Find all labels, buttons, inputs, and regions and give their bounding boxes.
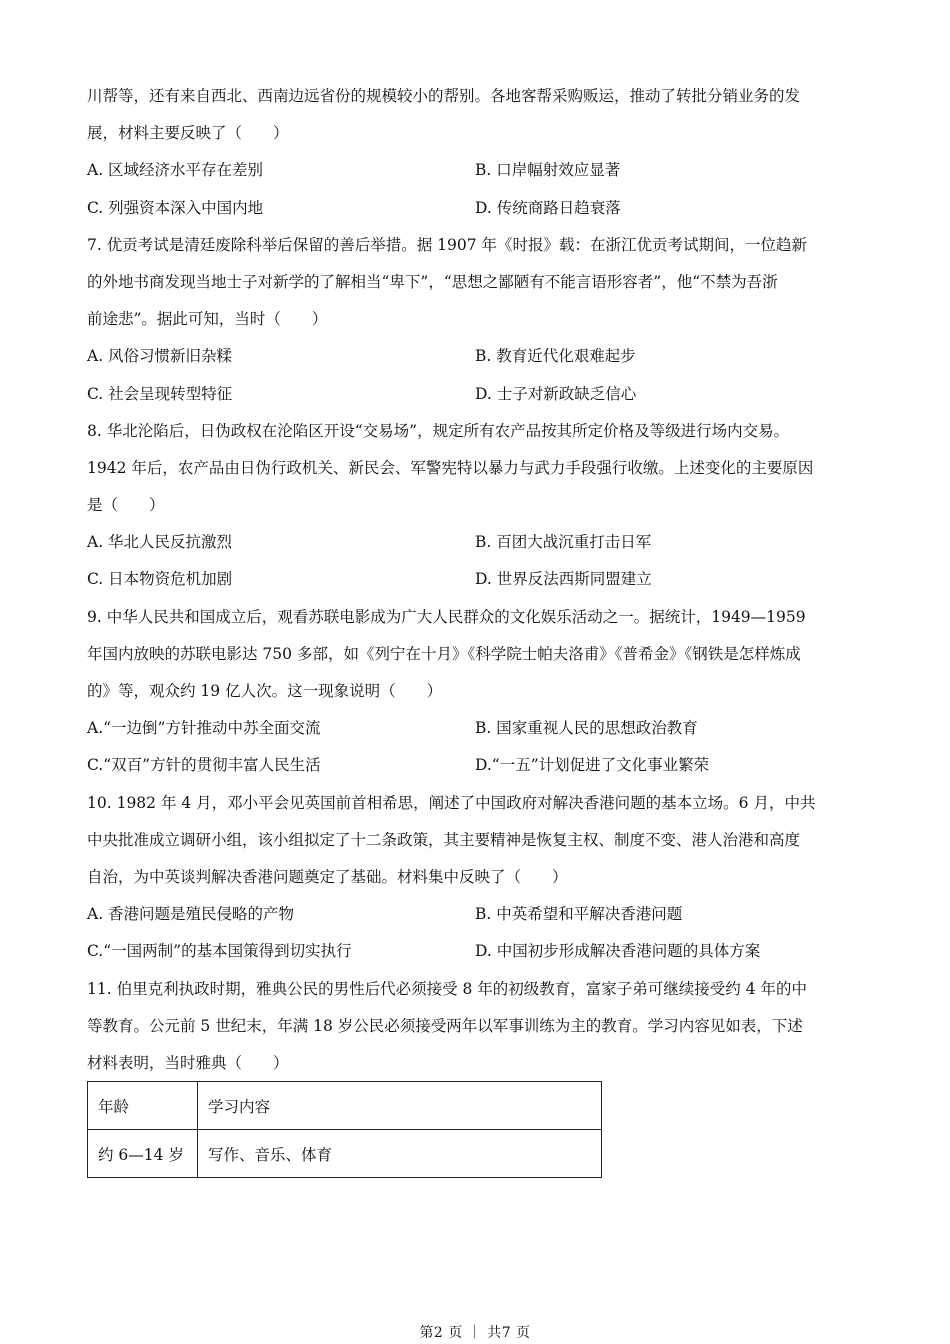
question-line: 7. 优贡考试是清廷废除科举后保留的善后举措。据 1907 年《时报》载：在浙江优贡考试期间，一位趋新 <box>87 235 808 254</box>
option-c: C. 日本物资危机加剧 <box>87 570 233 589</box>
option-row <box>87 561 867 598</box>
option-c: C.“双百”方针的贯彻丰富人民生活 <box>87 756 321 775</box>
table-header-cell: 学习内容 <box>198 1082 602 1130</box>
option-row <box>87 933 867 970</box>
option-row <box>87 896 867 933</box>
question-line: 的外地书商发现当地士子对新学的了解相当“卑下”，“思想之鄙陋有不能言语形容者”，他“不禁为吾浙 <box>87 272 778 291</box>
question-line: 中央批准成立调研小组，该小组拟定了十二条政策，其主要精神是恢复主权、制度不变、港人治港和高度 <box>87 830 801 849</box>
question-10 <box>87 785 867 971</box>
question-line: 11. 伯里克利执政时期，雅典公民的男性后代必须接受 8 年的初级教育，富家子弟可继续接受约 4 年的中 <box>87 979 808 998</box>
intro-line: 川帮等，还有来自西北、西南边远省份的规模较小的帮别。各地客帮采购贩运，推动了转批分销业务的发 <box>87 87 801 105</box>
option-c: C. 社会呈现转型特征 <box>87 384 233 403</box>
question-line: 自治，为中英谈判解决香港问题奠定了基础。材料集中反映了（ ） <box>87 867 568 886</box>
table-header-row <box>88 1082 602 1130</box>
option-row <box>87 376 867 413</box>
question-line: 的》等，观众约 19 亿人次。这一现象说明（ ） <box>87 682 443 700</box>
option-c: C.“一国两制”的基本国策得到切实执行 <box>87 942 352 961</box>
question-line: 年国内放映的苏联电影达 750 多部，如《列宁在十月》《科学院士帕夫洛甫》《普希金》《钢铁是怎样炼成 <box>87 644 801 663</box>
option-b: B. 国家重视人民的思想政治教育 <box>475 719 698 738</box>
option-a: A.“一边倒”方针推动中苏全面交流 <box>87 719 321 738</box>
option-row <box>87 190 867 227</box>
question-7 <box>87 227 867 413</box>
option-b: B. 教育近代化艰难起步 <box>475 347 636 366</box>
question-line: 1942 年后，农产品由日伪行政机关、新民会、军警宪特以暴力与武力手段强行收缴。上述变化的主要原因 <box>87 458 814 477</box>
option-a: A. 华北人民反抗激烈 <box>87 533 233 552</box>
study-content-table <box>87 1081 602 1178</box>
option-d: D. 世界反法西斯同盟建立 <box>475 570 652 589</box>
option-a: A. 区域经济水平存在差别 <box>87 161 264 180</box>
option-d: D. 传统商路日趋衰落 <box>475 198 621 217</box>
question-8 <box>87 413 867 599</box>
option-row <box>87 338 867 375</box>
question-line: 前途悲”。据此可知，当时（ ） <box>87 310 328 329</box>
question-page <box>87 78 867 1082</box>
page-footer: 第2 页 ｜ 共7 页 <box>419 1325 531 1341</box>
option-d: D.“一五”计划促进了文化事业繁荣 <box>475 756 710 775</box>
question-line: 是（ ） <box>87 496 165 515</box>
question-9 <box>87 599 867 785</box>
question-11 <box>87 971 867 1083</box>
option-a: A. 风俗习惯新旧杂糅 <box>87 347 233 366</box>
intro-line: 展，材料主要反映了（ ） <box>87 124 289 143</box>
table-cell: 写作、音乐、体育 <box>198 1130 602 1178</box>
option-c: C. 列强资本深入中国内地 <box>87 198 264 217</box>
table-cell: 约 6—14 岁 <box>88 1130 198 1178</box>
option-row <box>87 710 867 747</box>
table-header-cell: 年龄 <box>88 1082 198 1130</box>
option-row <box>87 747 867 784</box>
option-b: B. 中英希望和平解决香港问题 <box>475 905 683 924</box>
question-line: 9. 中华人民共和国成立后，观看苏联电影成为广大人民群众的文化娱乐活动之一。据统计，1949—1959 <box>87 607 806 626</box>
question-line: 等教育。公元前 5 世纪末，年满 18 岁公民必须接受两年以军事训练为主的教育。学习内容见如表，下述 <box>87 1016 803 1035</box>
option-row <box>87 152 867 189</box>
option-b: B. 百团大战沉重打击日军 <box>475 533 652 552</box>
question-line: 8. 华北沦陷后，日伪政权在沦陷区开设“交易场”，规定所有农产品按其所定价格及等级进行场内交易。 <box>87 421 790 440</box>
option-a: A. 香港问题是殖民侵略的产物 <box>87 905 295 924</box>
question-line: 10. 1982 年 4 月，邓小平会见英国前首相希思，阐述了中国政府对解决香港问题的基本立场。6 月，中共 <box>87 793 816 812</box>
question-line: 材料表明，当时雅典（ ） <box>87 1053 289 1072</box>
option-row <box>87 524 867 561</box>
option-b: B. 口岸幅射效应显著 <box>475 161 621 180</box>
table-row <box>88 1130 602 1178</box>
option-d: D. 中国初步形成解决香港问题的具体方案 <box>475 942 761 961</box>
option-d: D. 士子对新政缺乏信心 <box>475 384 637 403</box>
